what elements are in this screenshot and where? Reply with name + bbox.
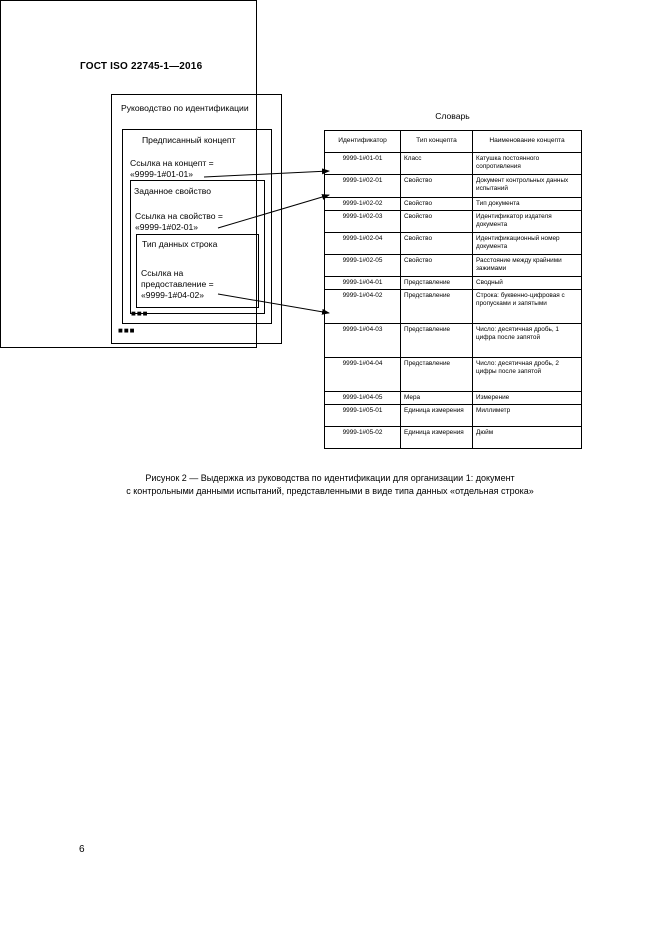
concept-name: Дюйм xyxy=(473,427,582,449)
concept-type: Единица измерения xyxy=(401,405,473,427)
repr-ref-arrow xyxy=(218,294,329,313)
concept-type: Представление xyxy=(401,290,473,324)
concept-name: Сводный xyxy=(473,277,582,290)
concept-id: 9999-1#04-03 xyxy=(325,324,401,358)
concept-ref-arrow xyxy=(204,171,329,177)
column-header: Идентификатор xyxy=(325,131,401,153)
concept-id: 9999-1#04-04 xyxy=(325,358,401,392)
concept-id: 9999-1#05-02 xyxy=(325,427,401,449)
concept-name: Миллиметр xyxy=(473,405,582,427)
concept-ref-value: «9999-1#01-01» xyxy=(130,169,194,179)
concept-type: Свойство xyxy=(401,233,473,255)
concept-title: Предписанный концепт xyxy=(142,135,236,145)
concept-type: Свойство xyxy=(401,211,473,233)
datatype-title: Тип данных строка xyxy=(142,239,218,249)
concept-id: 9999-1#01-01 xyxy=(325,153,401,175)
concept-type: Свойство xyxy=(401,255,473,277)
concept-id: 9999-1#02-04 xyxy=(325,233,401,255)
concept-name: Измерение xyxy=(473,392,582,405)
property-title: Заданное свойство xyxy=(134,186,212,196)
concept-id: 9999-1#04-02 xyxy=(325,290,401,324)
concept-name: Строка: буквенно-цифровая с пропусками и запятыми xyxy=(473,290,582,324)
page-number: 6 xyxy=(79,844,85,855)
ellipsis-marker-outer: ■■■ xyxy=(118,326,136,335)
concept-id: 9999-1#04-05 xyxy=(325,392,401,405)
repr-ref-label-2: предоставление = xyxy=(141,279,214,289)
concept-type: Класс xyxy=(401,153,473,175)
caption-line-1: Рисунок 2 — Выдержка из руководства по идентификации для организации 1: документ xyxy=(145,473,515,483)
concept-id: 9999-1#02-05 xyxy=(325,255,401,277)
concept-name: Идентификационный номер документа xyxy=(473,233,582,255)
concept-id: 9999-1#02-01 xyxy=(325,175,401,198)
concept-id: 9999-1#05-01 xyxy=(325,405,401,427)
figure-caption xyxy=(90,472,570,498)
document-header: ГОСТ ISO 22745-1—2016 xyxy=(80,61,203,72)
concept-name: Расстояние между крайними зажимами xyxy=(473,255,582,277)
concept-name: Идентификатор издателя документа xyxy=(473,211,582,233)
concept-type: Мера xyxy=(401,392,473,405)
repr-ref-label-1: Ссылка на xyxy=(141,268,184,278)
property-ref-label: Ссылка на свойство = xyxy=(135,211,223,221)
concept-type: Свойство xyxy=(401,198,473,211)
concept-id: 9999-1#02-02 xyxy=(325,198,401,211)
repr-ref-value: «9999-1#04-02» xyxy=(141,290,205,300)
concept-ref-label: Ссылка на концепт = xyxy=(130,158,214,168)
property-ref-value: «9999-1#02-01» xyxy=(135,222,199,232)
concept-type: Единица измерения xyxy=(401,427,473,449)
column-header: Наименование концепта xyxy=(473,131,582,153)
concept-id: 9999-1#04-01 xyxy=(325,277,401,290)
concept-id: 9999-1#02-03 xyxy=(325,211,401,233)
concept-name: Документ контрольных данных испытаний xyxy=(473,175,582,198)
dictionary-title: Словарь xyxy=(435,111,470,121)
caption-line-2: с контрольными данными испытаний, представленными в виде типа данных «отдельная строка» xyxy=(126,486,534,496)
property-ref-arrow xyxy=(218,195,329,228)
concept-type: Свойство xyxy=(401,175,473,198)
concept-type: Представление xyxy=(401,277,473,290)
concept-name: Катушка постоянного сопротивления xyxy=(473,153,582,175)
ellipsis-marker-inner: ■■■ xyxy=(131,309,149,318)
concept-name: Число: десятичная дробь, 1 цифра после запятой xyxy=(473,324,582,358)
concept-type: Представление xyxy=(401,324,473,358)
concept-type: Представление xyxy=(401,358,473,392)
column-header: Тип концепта xyxy=(401,131,473,153)
guide-title: Руководство по идентификации xyxy=(121,103,249,113)
concept-name: Тип документа xyxy=(473,198,582,211)
concept-name: Число: десятичная дробь, 2 цифры после запятой xyxy=(473,358,582,392)
